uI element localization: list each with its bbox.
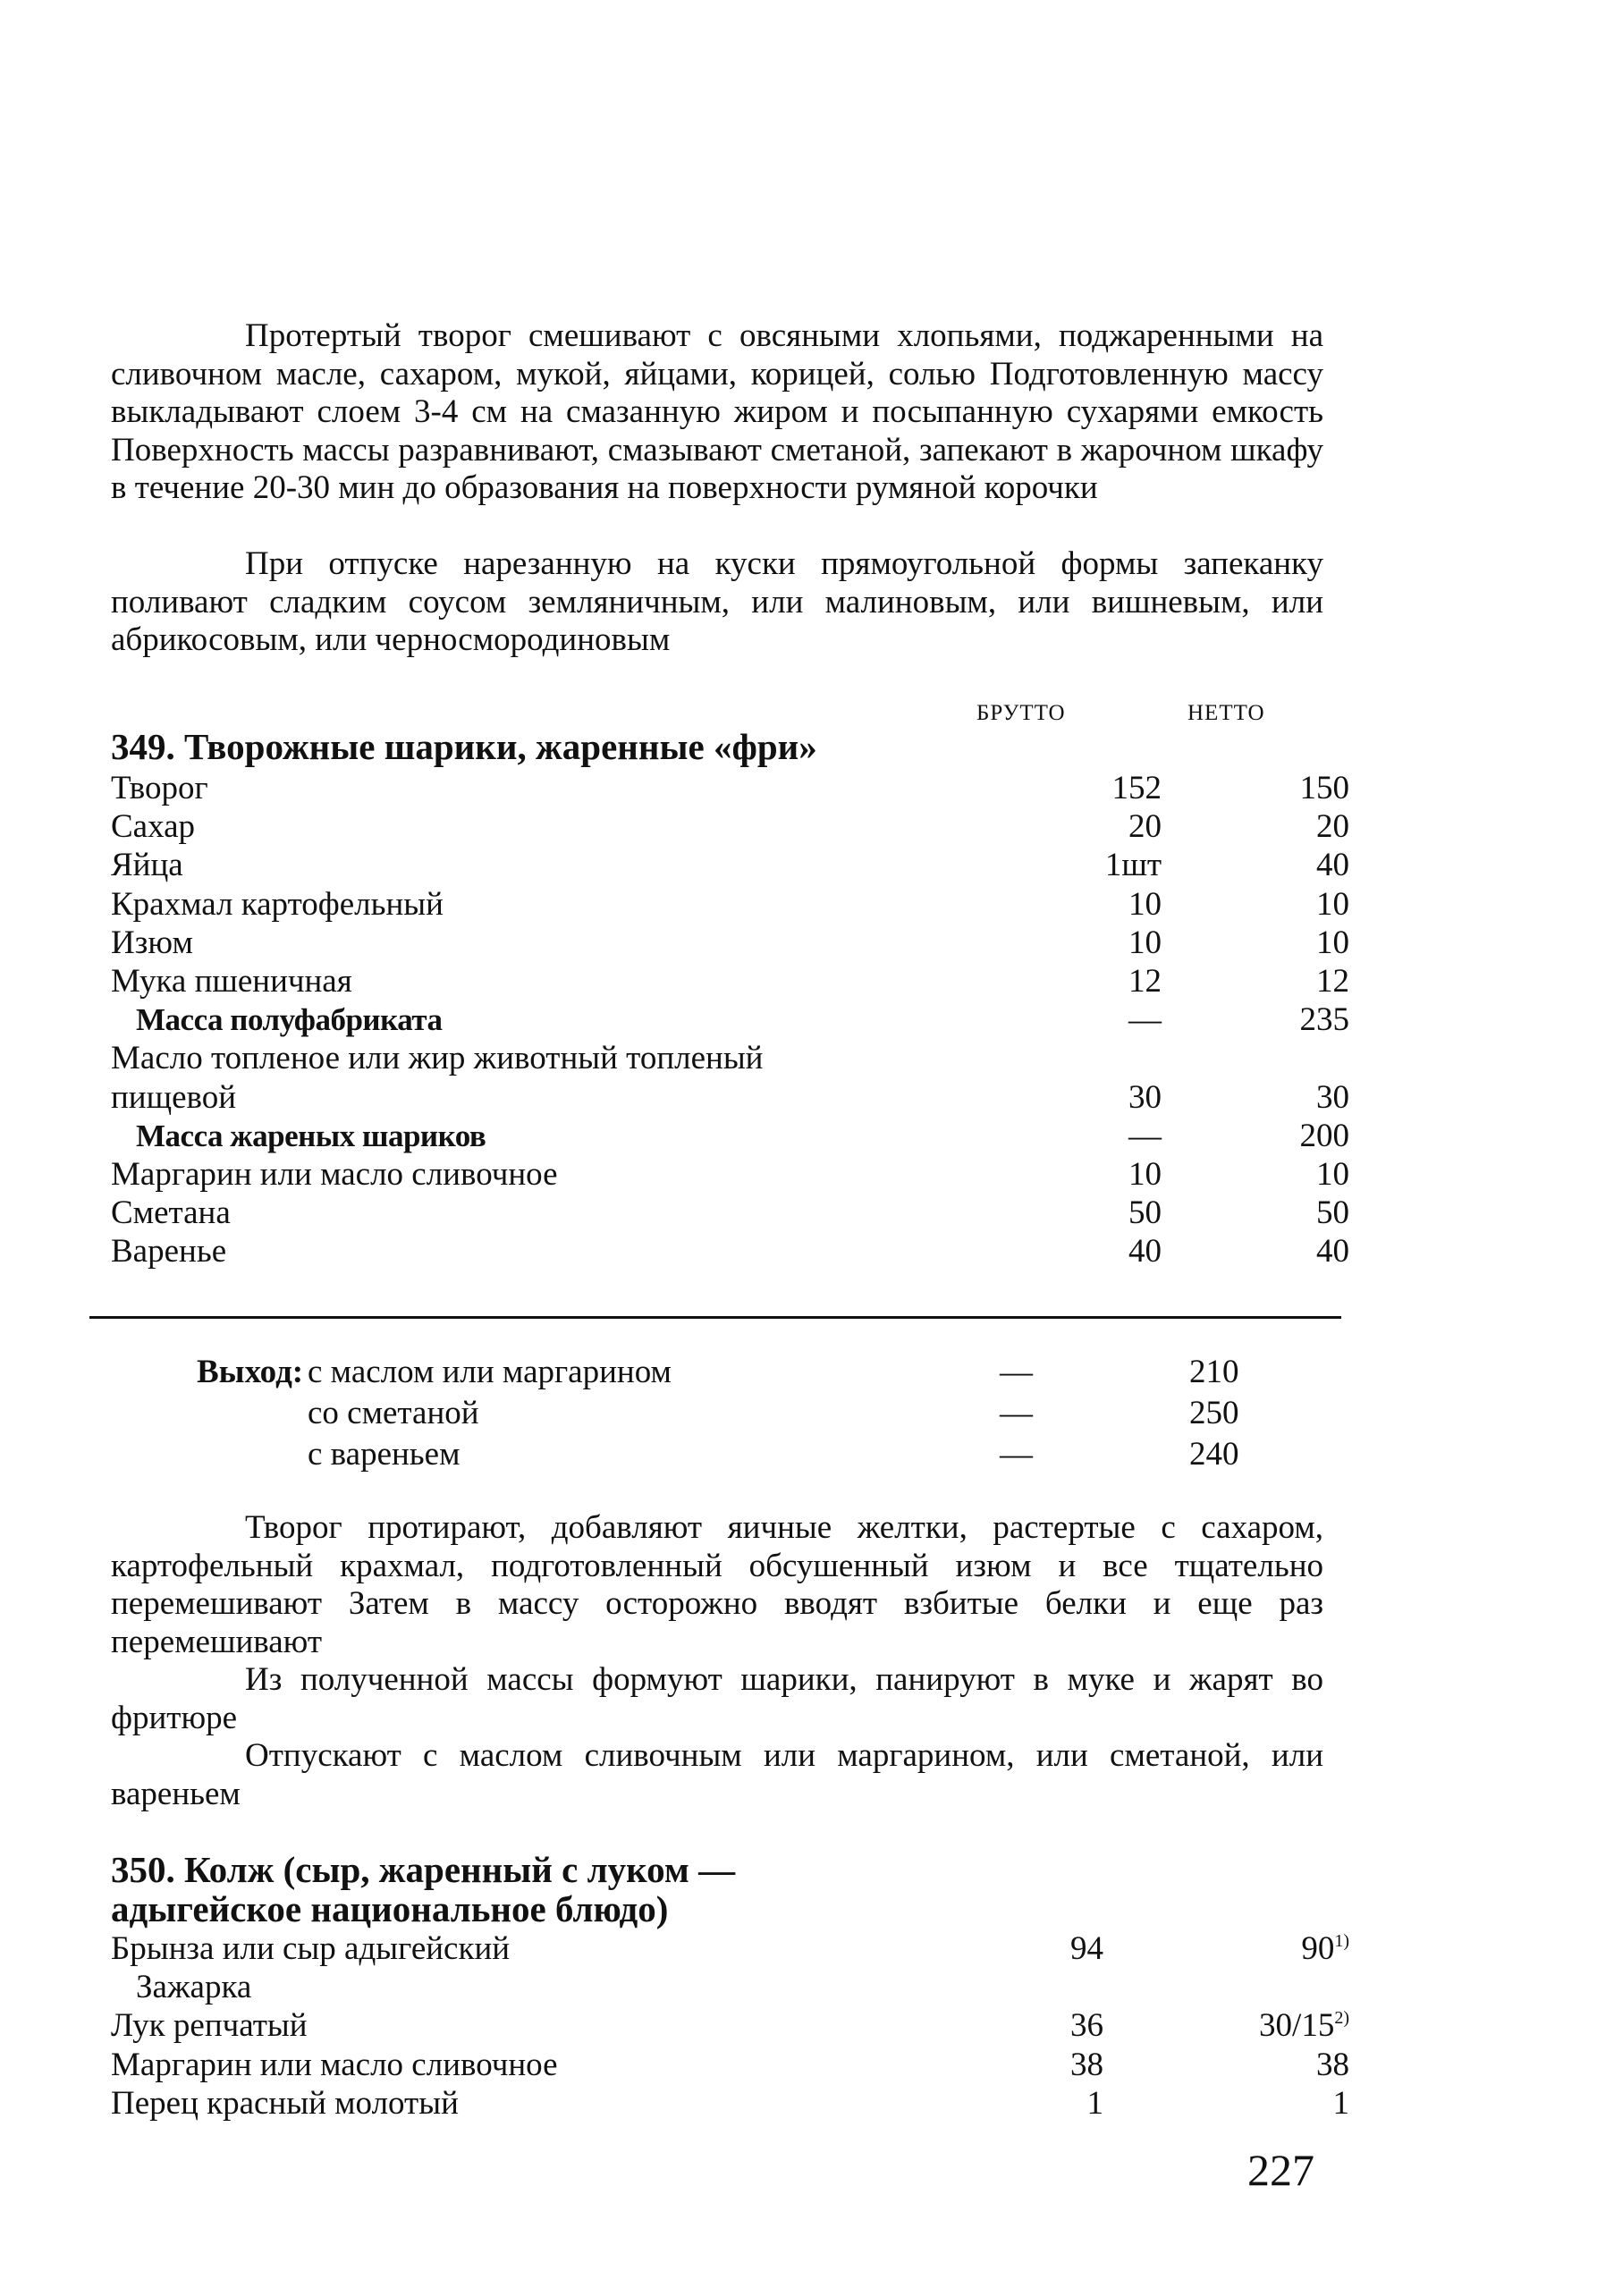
ingredient-row bbox=[111, 1155, 1363, 1194]
output-row bbox=[197, 1434, 1270, 1475]
ingredient-row bbox=[111, 2084, 1363, 2123]
netto-value: 30/15$^{2)}$ bbox=[1259, 2007, 1349, 2045]
recipe-349-output bbox=[197, 1352, 1270, 1475]
output-row bbox=[197, 1352, 1270, 1393]
ingredient-name: Маргарин или масло сливочное bbox=[111, 1155, 558, 1193]
column-header-netto: НЕТТО bbox=[1187, 701, 1265, 725]
brutto-value: 36 bbox=[1070, 2007, 1103, 2045]
ingredient-name: пищевой bbox=[111, 1078, 237, 1116]
subtotal-row bbox=[111, 1117, 1363, 1155]
ingredient-row bbox=[111, 924, 1363, 962]
ingredient-row bbox=[111, 1232, 1363, 1270]
footnote-mark: 1) bbox=[1334, 1931, 1349, 1951]
brutto-value: 10 bbox=[1128, 924, 1162, 961]
ingredient-row bbox=[111, 1929, 1363, 1968]
ingredient-row bbox=[111, 2046, 1363, 2084]
brutto-value: 40 bbox=[1128, 1233, 1162, 1270]
netto-value: 10 bbox=[1316, 924, 1349, 961]
recipe-350-title-line-2: адыгейское национальное блюдо) bbox=[111, 1888, 669, 1929]
ingredient-row bbox=[111, 769, 1363, 807]
netto-value: 20 bbox=[1316, 808, 1349, 846]
netto-value: 150 bbox=[1299, 770, 1349, 806]
brutto-value: — bbox=[1128, 1001, 1162, 1039]
netto-value: 30 bbox=[1316, 1078, 1349, 1116]
intro-paragraph-2: При отпуске нарезанную на куски прямоугольной формы запеканку поливают сладким соусом земляничным, или малиновым, или вишневым, или абрикосовым, или черносмородиновым bbox=[111, 545, 1323, 658]
netto-value: 200 bbox=[1299, 1117, 1349, 1154]
brutto-value: 1шт bbox=[1104, 847, 1162, 884]
output-name: со сметаной bbox=[308, 1395, 479, 1431]
brutto-value: 10 bbox=[1128, 885, 1162, 923]
brutto-value: 20 bbox=[1128, 808, 1162, 846]
ingredient-name: Творог bbox=[111, 770, 208, 806]
recipe-350-title-line-1: 350. Колж (сыр, жаренный с луком — bbox=[111, 1849, 736, 1890]
footnote-mark: 2) bbox=[1334, 2008, 1349, 2029]
netto-value: 10 bbox=[1316, 1155, 1349, 1193]
ingredient-row bbox=[111, 807, 1363, 846]
output-name: с вареньем bbox=[308, 1436, 461, 1473]
recipe-349-paragraph-2: Из полученной массы формуют шарики, панируют в муке и жарят во фритюре bbox=[111, 1661, 1323, 1736]
ingredient-name: Крахмал картофельный bbox=[111, 885, 444, 923]
brutto-value: 50 bbox=[1128, 1194, 1162, 1232]
ingredient-name: Масло топленое или жир животный топленый bbox=[111, 1040, 764, 1077]
output-name: с маслом или маргарином bbox=[308, 1354, 672, 1390]
divider-rule bbox=[89, 1316, 1341, 1319]
recipe-349-paragraph-3: Отпускают с маслом сливочным или маргарином, или сметаной, или вареньем bbox=[111, 1737, 1323, 1812]
ingredient-name: Яйца bbox=[111, 847, 183, 884]
brutto-value: 94 bbox=[1070, 1930, 1103, 1967]
ingredient-name: Зажарка bbox=[136, 1969, 252, 2006]
netto-value: 12 bbox=[1316, 962, 1349, 1000]
brutto-value: 1 bbox=[1086, 2084, 1103, 2122]
ingredient-row bbox=[111, 885, 1363, 924]
output-brutto: — bbox=[1000, 1436, 1033, 1473]
ingredient-name: Лук репчатый bbox=[111, 2007, 308, 2045]
netto-value: 1 bbox=[1332, 2084, 1349, 2122]
brutto-value: 38 bbox=[1070, 2046, 1103, 2083]
subtotal-row bbox=[111, 1000, 1363, 1039]
recipe-350-ingredients bbox=[111, 1929, 1363, 2123]
brutto-value: 10 bbox=[1128, 1155, 1162, 1193]
netto-value: 50 bbox=[1316, 1194, 1349, 1232]
output-label: Выход: bbox=[197, 1354, 304, 1390]
output-row bbox=[197, 1393, 1270, 1434]
ingredient-name: Брынза или сыр адыгейский bbox=[111, 1930, 511, 1967]
brutto-value: 12 bbox=[1128, 962, 1162, 1000]
netto-value: 235 bbox=[1299, 1001, 1349, 1039]
ingredient-row bbox=[111, 962, 1363, 1000]
netto-value: 38 bbox=[1316, 2046, 1349, 2083]
ingredient-row bbox=[111, 1078, 1363, 1117]
ingredient-row bbox=[111, 1039, 1363, 1077]
ingredient-row bbox=[111, 1194, 1363, 1232]
output-brutto: — bbox=[1000, 1395, 1033, 1431]
recipe-349-paragraph-1: Творог протирают, добавляют яичные желтки, растертые с сахаром, картофельный крахмал, подготовленный обсушенный изюм и все тщательно перемешивают Затем в массу осторожно вводят взбитые белки и еще раз перемешивают bbox=[111, 1509, 1323, 1660]
ingredient-name: Маргарин или масло сливочное bbox=[111, 2046, 558, 2083]
ingredient-name: Сахар bbox=[111, 808, 196, 846]
subtotal-name: Масса полуфабриката bbox=[136, 1002, 443, 1038]
recipe-349-title: 349. Творожные шарики, жаренные «фри» bbox=[111, 726, 817, 767]
ingredient-name: Варенье bbox=[111, 1233, 227, 1270]
output-netto: 250 bbox=[1189, 1395, 1239, 1431]
subtotal-name: Масса жареных шариков bbox=[136, 1118, 486, 1153]
ingredient-row bbox=[111, 846, 1363, 884]
netto-value: 90$^{1)}$ bbox=[1301, 1930, 1349, 1967]
output-netto: 240 bbox=[1189, 1436, 1239, 1473]
netto-value: 40 bbox=[1316, 847, 1349, 884]
ingredient-row bbox=[111, 1968, 1363, 2006]
brutto-value: 152 bbox=[1111, 770, 1162, 806]
ingredient-name: Перец красный молотый bbox=[111, 2084, 459, 2122]
column-header-brutto: БРУТТО bbox=[976, 701, 1066, 725]
output-brutto: — bbox=[1000, 1354, 1033, 1390]
recipe-349-ingredients bbox=[111, 769, 1363, 1270]
output-netto: 210 bbox=[1189, 1354, 1239, 1390]
ingredient-name: Изюм bbox=[111, 924, 193, 961]
ingredient-name: Мука пшеничная bbox=[111, 962, 352, 1000]
intro-paragraph-1: Протертый творог смешивают с овсяными хлопьями, поджаренными на сливочном масле, сахаром, мукой, яйцами, корицей, солью Подготовленную массу выкладывают слоем 3-4 см на смазанную жиром и посыпанную сухарями емкость Поверхность массы разравнивают, смазывают сметаной, запекают в жарочном шкафу в течение 20-30 мин до образования на поверхности румяной корочки bbox=[111, 317, 1323, 506]
brutto-value: — bbox=[1128, 1117, 1162, 1154]
netto-value: 40 bbox=[1316, 1233, 1349, 1270]
netto-value: 10 bbox=[1316, 885, 1349, 923]
ingredient-row bbox=[111, 2006, 1363, 2045]
brutto-value: 30 bbox=[1128, 1078, 1162, 1116]
page-number: 227 bbox=[1247, 2145, 1314, 2195]
ingredient-name: Сметана bbox=[111, 1194, 231, 1232]
